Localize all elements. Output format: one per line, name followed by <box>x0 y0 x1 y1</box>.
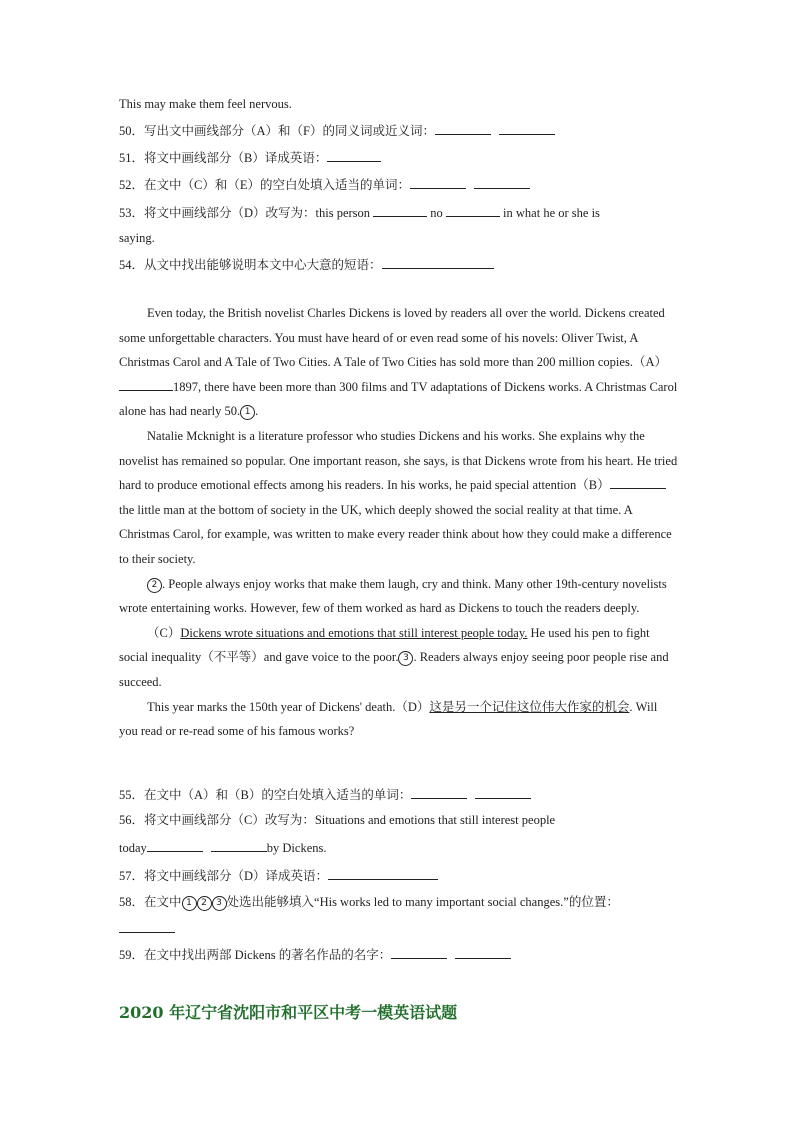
answer-blank[interactable] <box>147 839 203 852</box>
paragraph-2: Natalie Mcknight is a literature professor who studies Dickens and his works. She explains why the novelist has remained so popular. One important reason, she says, is that Dickens wrote from his heart. He tried hard to produce emotional effects among his readers. In his works, he paid special attention（B）the little man at the bottom of society in the UK, which deeply showed the social reality at that time. A Christmas Carol, for example, was written to make every reader think about how they could make a difference to their society. <box>119 428 678 566</box>
paragraph-1: Even today, the British novelist Charles Dickens is loved by readers all over the world. Dickens created some unforgettable characters. You must have heard of or even read some of his novels: Oliver Twist, A Christmas Carol and A Tale of Two Cities. A Tale of Two Cities has sold more than 200 million copies.（A）1897, there have been more than 300 films and TV adaptations of Dickens works. A Christmas Carol alone has had nearly 50. 1 . <box>119 306 678 419</box>
question-56-text: 56．将文中画线部分（C）改写为：Situations and emotions that still interest people <box>119 813 556 827</box>
answer-blank[interactable] <box>327 149 381 162</box>
paragraph-5: This year marks the 150th year of Dickens' death.（D）这是另一个记住这位伟大作家的机会. Will you read or re-read some of his famous works? <box>119 699 658 739</box>
answer-blank[interactable] <box>382 256 494 269</box>
question-58: 58．在文中 1 2 3 处选出能够填入“His works led to many important social changes.”的位置： <box>119 895 619 909</box>
marker-2: 2 <box>147 578 162 593</box>
answer-blank[interactable] <box>411 786 467 799</box>
question-50-text: 50．写出文中画线部分（A）和（F）的同义词或近义词： <box>119 124 435 138</box>
answer-blank-b[interactable] <box>610 476 666 489</box>
paragraph-3: 2 . People always enjoy works that make them laugh, cry and think. Many other 19th-century novelists wrote entertaining works. However, few of them worked as hard as Dickens to touch the readers deeply. <box>119 576 667 616</box>
question-56-wrap: today by Dickens. <box>119 841 327 855</box>
section-title: 2020 年辽宁省沈阳市和平区中考一模英语试题 <box>119 1003 458 1022</box>
answer-blank[interactable] <box>391 946 447 959</box>
question-57-text: 57．将文中画线部分（D）译成英语： <box>119 869 329 883</box>
question-51-text: 51．将文中画线部分（B）译成英语： <box>119 151 328 165</box>
marker-2: 2 <box>197 896 212 911</box>
marker-3: 3 <box>212 896 227 911</box>
underlined-d: 这是另一个记住这位伟大作家的机会 <box>429 699 630 714</box>
question-50 <box>119 122 555 139</box>
answer-blank[interactable] <box>475 786 531 799</box>
answer-blank[interactable] <box>373 204 427 217</box>
question-57 <box>119 867 438 884</box>
question-52-text: 52．在文中（C）和（E）的空白处填入适当的单词： <box>119 178 410 192</box>
question-51 <box>119 149 381 166</box>
answer-blank-a[interactable] <box>119 378 173 391</box>
answer-blank[interactable] <box>474 176 530 189</box>
paragraph-4: （C）Dickens wrote situations and emotions that still interest people today. He used his pen to fight social inequality（不平等）and gave voice to the poor. 3 . Readers always enjoy seeing poor people rise and succeed. <box>119 625 669 689</box>
question-53: 53．将文中画线部分（D）改写为：this person no in what he or she is <box>119 206 600 220</box>
marker-3: 3 <box>398 651 413 666</box>
answer-blank[interactable] <box>119 920 175 933</box>
question-52 <box>119 176 530 193</box>
reading-passage <box>119 301 679 744</box>
continued-text: This may make them feel nervous. <box>119 97 292 111</box>
question-53-text: 53．将文中画线部分（D）改写为：this person <box>119 206 371 220</box>
question-54 <box>119 256 494 273</box>
question-56 <box>119 812 555 828</box>
underlined-c: Dickens wrote situations and emotions that still interest people today. <box>180 625 528 640</box>
answer-blank[interactable] <box>328 867 438 880</box>
answer-blank[interactable] <box>410 176 466 189</box>
answer-blank[interactable] <box>455 946 511 959</box>
marker-1: 1 <box>182 896 197 911</box>
question-55-text: 55．在文中（A）和（B）的空白处填入适当的单词： <box>119 788 412 802</box>
question-59-text: 59．在文中找出两部 Dickens 的著名作品的名字： <box>119 948 392 962</box>
answer-blank[interactable] <box>499 122 555 135</box>
question-58-wrap <box>119 920 175 937</box>
question-53-wrap: saying. <box>119 231 155 245</box>
answer-blank[interactable] <box>446 204 500 217</box>
answer-blank[interactable] <box>435 122 491 135</box>
marker-1: 1 <box>240 405 255 420</box>
answer-blank[interactable] <box>211 839 267 852</box>
question-54-text: 54．从文中找出能够说明本文中心大意的短语： <box>119 258 382 272</box>
question-59 <box>119 946 511 963</box>
question-55 <box>119 786 531 803</box>
